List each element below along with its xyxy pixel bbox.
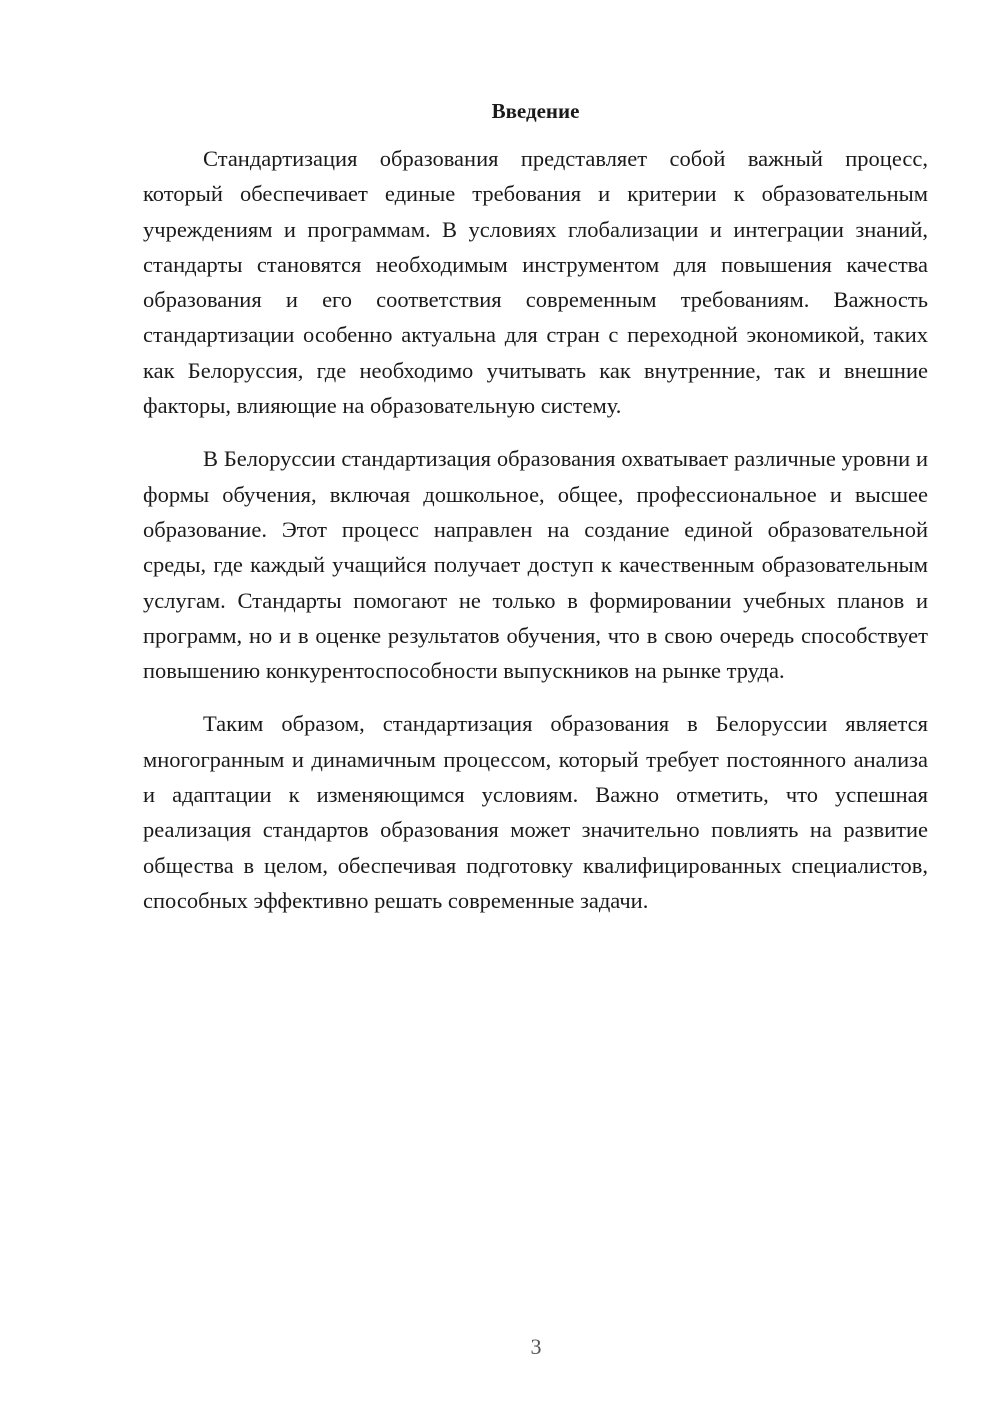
- document-body: [143, 141, 928, 918]
- paragraph-1: Стандартизация образования представляет собой важный процесс, который обеспечивает единые требования и критерии к образовательным учреждениям и программам. В условиях глобализации и интеграции знаний, стандарты становятся необходимым инструментом для повышения качества образования и его соответствия современным требованиям. Важность стандартизации особенно актуальна для стран с переходной экономикой, таких как Белоруссия, где необходимо учитывать как внутренние, так и внешние факторы, влияющие на образовательную систему.: [143, 146, 928, 419]
- section-heading: Введение: [491, 99, 580, 123]
- paragraph-3: Таким образом, стандартизация образования в Белоруссии является многогранным и динамичным процессом, который требует постоянного анализа и адаптации к изменяющимся условиям. Важно отметить, что успешная реализация стандартов образования может значительно повлиять на развитие общества в целом, обеспечивая подготовку квалифицированных специалистов, способных эффективно решать современные задачи.: [143, 711, 928, 913]
- paragraph-2: В Белоруссии стандартизация образования охватывает различные уровни и формы обучения, включая дошкольное, общее, профессиональное и высшее образование. Этот процесс направлен на создание единой образовательной среды, где каждый учащийся получает доступ к качественным образовательным услугам. Стандарты помогают не только в формировании учебных планов и программ, но и в оценке результатов обучения, что в свою очередь способствует повышению конкурентоспособности выпускников на рынке труда.: [143, 446, 928, 684]
- page-number: 3: [530, 1334, 542, 1359]
